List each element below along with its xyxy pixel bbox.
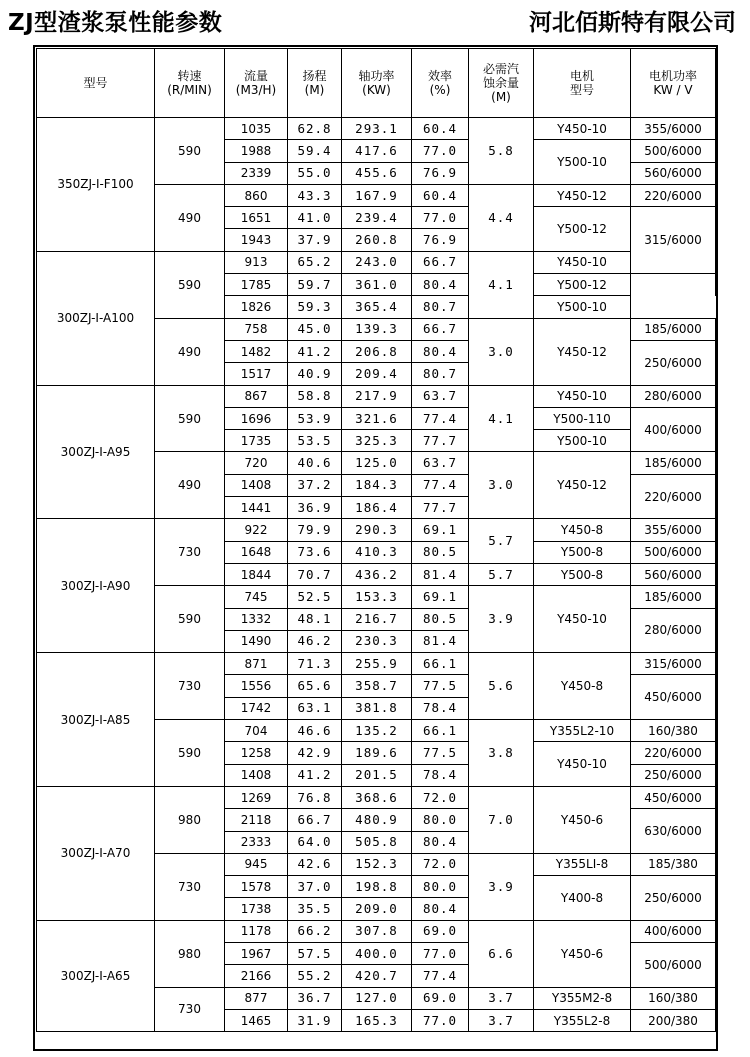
model-cell: 300ZJ-I-A85 (37, 653, 155, 787)
head-cell: 55.2 (288, 965, 342, 987)
speed-cell: 490 (155, 184, 225, 251)
head-cell: 52.5 (288, 586, 342, 608)
flow-cell: 1441 (225, 497, 288, 519)
head-cell: 42.9 (288, 742, 342, 764)
header-line: (R/MIN) (167, 83, 212, 97)
shaft-power-cell: 216.7 (342, 608, 412, 630)
shaft-power-cell: 325.3 (342, 430, 412, 452)
shaft-power-cell: 420.7 (342, 965, 412, 987)
flow-cell: 1826 (225, 296, 288, 318)
npsh-cell: 3.0 (469, 452, 534, 519)
npsh-cell: 5.6 (469, 653, 534, 720)
efficiency-cell: 80.5 (412, 541, 469, 563)
header-motor-model (534, 49, 631, 118)
shaft-power-cell: 165.3 (342, 1009, 412, 1031)
header-line: (M3/H) (235, 83, 277, 97)
flow-cell: 1556 (225, 675, 288, 697)
model-cell: 300ZJ-I-A95 (37, 385, 155, 519)
motor-model-cell: Y355L2-10 (534, 720, 631, 742)
flow-cell: 1785 (225, 274, 288, 296)
flow-cell: 745 (225, 586, 288, 608)
table-row (37, 385, 716, 407)
npsh-cell: 3.7 (469, 1009, 534, 1031)
npsh-cell: 3.9 (469, 586, 534, 653)
speed-cell: 490 (155, 452, 225, 519)
motor-power-cell: 355/6000 (631, 118, 716, 140)
motor-power-cell: 630/6000 (631, 809, 716, 854)
shaft-power-cell: 139.3 (342, 318, 412, 340)
motor-model-cell: Y400-8 (534, 876, 631, 921)
efficiency-cell: 66.7 (412, 251, 469, 273)
shaft-power-cell: 217.9 (342, 385, 412, 407)
npsh-cell: 4.4 (469, 184, 534, 251)
head-cell: 55.0 (288, 162, 342, 184)
efficiency-cell: 80.4 (412, 898, 469, 920)
speed-cell: 980 (155, 920, 225, 987)
motor-model-cell: Y500-8 (534, 541, 631, 563)
head-cell: 71.3 (288, 653, 342, 675)
header-line: 轴功率 (358, 69, 395, 83)
efficiency-cell: 77.0 (412, 942, 469, 964)
flow-cell: 1742 (225, 697, 288, 719)
flow-cell: 2118 (225, 809, 288, 831)
head-cell: 42.6 (288, 853, 342, 875)
efficiency-cell: 63.7 (412, 385, 469, 407)
head-cell: 57.5 (288, 942, 342, 964)
motor-power-cell: 400/6000 (631, 407, 716, 452)
shaft-power-cell: 381.8 (342, 697, 412, 719)
shaft-power-cell: 201.5 (342, 764, 412, 786)
model-cell: 300ZJ-I-A70 (37, 786, 155, 920)
flow-cell: 2333 (225, 831, 288, 853)
model-cell: 350ZJ-I-F100 (37, 118, 155, 252)
header-line: 扬程 (302, 69, 327, 83)
motor-power-cell: 185/380 (631, 853, 716, 875)
npsh-cell: 3.8 (469, 720, 534, 787)
efficiency-cell: 80.4 (412, 274, 469, 296)
shaft-power-cell: 400.0 (342, 942, 412, 964)
flow-cell: 945 (225, 853, 288, 875)
table-row (37, 920, 716, 942)
flow-cell: 2166 (225, 965, 288, 987)
motor-power-cell: 250/6000 (631, 876, 716, 921)
motor-model-cell: Y450-6 (534, 920, 631, 987)
efficiency-cell: 77.0 (412, 207, 469, 229)
header-npsh (469, 49, 534, 118)
efficiency-cell: 66.1 (412, 720, 469, 742)
shaft-power-cell: 290.3 (342, 519, 412, 541)
efficiency-cell: 80.0 (412, 876, 469, 898)
header-line: 电机功率 (648, 69, 697, 83)
table-row (37, 653, 716, 675)
efficiency-cell: 72.0 (412, 786, 469, 808)
shaft-power-cell: 206.8 (342, 340, 412, 362)
header-line: 型号 (83, 76, 108, 90)
motor-power-cell: 185/6000 (631, 452, 716, 474)
motor-power-cell: 500/6000 (631, 140, 716, 162)
flow-cell: 704 (225, 720, 288, 742)
motor-model-cell: Y355L2-8 (534, 1009, 631, 1031)
head-cell: 59.4 (288, 140, 342, 162)
motor-model-cell: Y450-10 (534, 118, 631, 140)
efficiency-cell: 77.4 (412, 474, 469, 496)
motor-power-cell: 500/6000 (631, 942, 716, 987)
speed-cell: 590 (155, 720, 225, 787)
header-line: 转速 (177, 69, 202, 83)
motor-power-cell: 185/6000 (631, 586, 716, 608)
head-cell: 65.2 (288, 251, 342, 273)
head-cell: 62.8 (288, 118, 342, 140)
flow-cell: 1035 (225, 118, 288, 140)
flow-cell: 1258 (225, 742, 288, 764)
speed-cell: 590 (155, 118, 225, 185)
header-head (288, 49, 342, 118)
head-cell: 70.7 (288, 563, 342, 585)
efficiency-cell: 77.7 (412, 497, 469, 519)
speed-cell: 590 (155, 385, 225, 452)
head-cell: 46.2 (288, 630, 342, 652)
head-cell: 59.3 (288, 296, 342, 318)
speed-cell: 730 (155, 987, 225, 1032)
motor-power-cell: 220/6000 (631, 474, 716, 519)
head-cell: 66.2 (288, 920, 342, 942)
shaft-power-cell: 209.0 (342, 898, 412, 920)
flow-cell: 1967 (225, 942, 288, 964)
motor-model-cell: Y355LI-8 (534, 853, 631, 875)
flow-cell: 1178 (225, 920, 288, 942)
flow-cell: 1696 (225, 407, 288, 429)
shaft-power-cell: 152.3 (342, 853, 412, 875)
efficiency-cell: 69.1 (412, 519, 469, 541)
motor-power-cell: 220/6000 (631, 184, 716, 206)
npsh-cell: 5.7 (469, 519, 534, 564)
speed-cell: 490 (155, 318, 225, 385)
model-cell: 300ZJ-I-A100 (37, 251, 155, 385)
shaft-power-cell: 186.4 (342, 497, 412, 519)
motor-power-cell: 450/6000 (631, 675, 716, 720)
head-cell: 48.1 (288, 608, 342, 630)
header-shaft-power (342, 49, 412, 118)
efficiency-cell: 66.1 (412, 653, 469, 675)
motor-power-cell: 280/6000 (631, 608, 716, 653)
flow-cell: 2339 (225, 162, 288, 184)
head-cell: 63.1 (288, 697, 342, 719)
efficiency-cell: 81.4 (412, 563, 469, 585)
motor-power-cell: 250/6000 (631, 764, 716, 786)
head-cell: 35.5 (288, 898, 342, 920)
model-cell: 300ZJ-I-A65 (37, 920, 155, 1031)
flow-cell: 758 (225, 318, 288, 340)
head-cell: 64.0 (288, 831, 342, 853)
shaft-power-cell: 368.6 (342, 786, 412, 808)
npsh-cell: 3.9 (469, 853, 534, 920)
motor-model-cell: Y355M2-8 (534, 987, 631, 1009)
efficiency-cell: 77.5 (412, 742, 469, 764)
efficiency-cell: 66.7 (412, 318, 469, 340)
efficiency-cell: 80.4 (412, 340, 469, 362)
flow-cell: 871 (225, 653, 288, 675)
motor-power-cell: 560/6000 (631, 162, 716, 184)
motor-model-cell: Y450-6 (534, 786, 631, 853)
npsh-cell: 3.7 (469, 987, 534, 1009)
flow-cell: 1578 (225, 876, 288, 898)
shaft-power-cell: 260.8 (342, 229, 412, 251)
table-row (37, 786, 716, 808)
head-cell: 41.2 (288, 340, 342, 362)
head-cell: 36.7 (288, 987, 342, 1009)
npsh-cell: 5.7 (469, 563, 534, 585)
table-row (37, 519, 716, 541)
motor-power-cell: 185/6000 (631, 318, 716, 340)
motor-model-cell: Y450-12 (534, 184, 631, 206)
flow-cell: 922 (225, 519, 288, 541)
head-cell: 65.6 (288, 675, 342, 697)
efficiency-cell: 72.0 (412, 853, 469, 875)
shaft-power-cell: 167.9 (342, 184, 412, 206)
head-cell: 43.3 (288, 184, 342, 206)
head-cell: 37.0 (288, 876, 342, 898)
flow-cell: 1735 (225, 430, 288, 452)
table-row (37, 118, 716, 140)
shaft-power-cell: 410.3 (342, 541, 412, 563)
efficiency-cell: 60.4 (412, 184, 469, 206)
flow-cell: 1943 (225, 229, 288, 251)
flow-cell: 1482 (225, 340, 288, 362)
efficiency-cell: 77.4 (412, 407, 469, 429)
flow-cell: 1988 (225, 140, 288, 162)
efficiency-cell: 76.9 (412, 162, 469, 184)
table-header (37, 49, 716, 118)
npsh-cell: 4.1 (469, 251, 534, 318)
head-cell: 59.7 (288, 274, 342, 296)
speed-cell: 980 (155, 786, 225, 853)
model-cell: 300ZJ-I-A90 (37, 519, 155, 653)
shaft-power-cell: 198.8 (342, 876, 412, 898)
flow-cell: 1738 (225, 898, 288, 920)
shaft-power-cell: 358.7 (342, 675, 412, 697)
flow-cell: 1517 (225, 363, 288, 385)
flow-cell: 860 (225, 184, 288, 206)
flow-cell: 720 (225, 452, 288, 474)
header-line: KW / V (653, 83, 693, 97)
shaft-power-cell: 239.4 (342, 207, 412, 229)
motor-power-cell: 160/380 (631, 720, 716, 742)
header-model (37, 49, 155, 118)
efficiency-cell: 81.4 (412, 630, 469, 652)
shaft-power-cell: 209.4 (342, 363, 412, 385)
motor-model-cell: Y500-8 (534, 563, 631, 585)
motor-model-cell: Y500-10 (534, 430, 631, 452)
motor-power-cell: 355/6000 (631, 519, 716, 541)
efficiency-cell: 63.7 (412, 452, 469, 474)
header-line: 型号 (569, 83, 594, 97)
motor-power-cell: 400/6000 (631, 920, 716, 942)
motor-model-cell: Y450-10 (534, 385, 631, 407)
motor-power-cell: 315/6000 (631, 207, 716, 274)
shaft-power-cell: 189.6 (342, 742, 412, 764)
npsh-cell: 7.0 (469, 786, 534, 853)
shaft-power-cell: 125.0 (342, 452, 412, 474)
efficiency-cell: 80.5 (412, 608, 469, 630)
efficiency-cell: 76.9 (412, 229, 469, 251)
motor-model-cell: Y500-110 (534, 407, 631, 429)
flow-cell: 1332 (225, 608, 288, 630)
head-cell: 46.6 (288, 720, 342, 742)
efficiency-cell: 77.7 (412, 430, 469, 452)
shaft-power-cell: 184.3 (342, 474, 412, 496)
speed-cell: 590 (155, 251, 225, 318)
efficiency-cell: 78.4 (412, 764, 469, 786)
motor-model-cell: Y450-8 (534, 519, 631, 541)
shaft-power-cell: 307.8 (342, 920, 412, 942)
header-line: (M) (491, 90, 511, 104)
speed-cell: 730 (155, 519, 225, 586)
head-cell: 53.5 (288, 430, 342, 452)
shaft-power-cell: 153.3 (342, 586, 412, 608)
speed-cell: 730 (155, 653, 225, 720)
head-cell: 66.7 (288, 809, 342, 831)
motor-model-cell: Y450-10 (534, 251, 631, 273)
header-line: 效率 (427, 69, 452, 83)
motor-model-cell: Y500-12 (534, 207, 631, 252)
efficiency-cell: 69.1 (412, 586, 469, 608)
efficiency-cell: 69.0 (412, 987, 469, 1009)
motor-model-cell: Y450-10 (534, 586, 631, 653)
npsh-cell: 5.8 (469, 118, 534, 185)
npsh-cell: 6.6 (469, 920, 534, 987)
shaft-power-cell: 127.0 (342, 987, 412, 1009)
header-line: 必需汽 (482, 62, 519, 76)
flow-cell: 1408 (225, 474, 288, 496)
head-cell: 73.6 (288, 541, 342, 563)
motor-power-cell: 450/6000 (631, 786, 716, 808)
flow-cell: 1490 (225, 630, 288, 652)
shaft-power-cell: 455.6 (342, 162, 412, 184)
head-cell: 40.9 (288, 363, 342, 385)
motor-model-cell: Y500-12 (534, 274, 631, 296)
header-line: 蚀余量 (482, 76, 519, 90)
head-cell: 31.9 (288, 1009, 342, 1031)
page-title: ZJ型渣浆泵性能参数 (8, 10, 223, 36)
motor-model-cell: Y450-12 (534, 452, 631, 519)
efficiency-cell: 77.4 (412, 965, 469, 987)
npsh-cell: 4.1 (469, 385, 534, 452)
speed-cell: 590 (155, 586, 225, 653)
header-flow (225, 49, 288, 118)
efficiency-cell: 60.4 (412, 118, 469, 140)
head-cell: 36.9 (288, 497, 342, 519)
performance-table (36, 48, 716, 1032)
flow-cell: 877 (225, 987, 288, 1009)
efficiency-cell: 77.5 (412, 675, 469, 697)
header-line: 流量 (243, 69, 268, 83)
header-line: (M) (304, 83, 325, 97)
head-cell: 79.9 (288, 519, 342, 541)
header-speed (155, 49, 225, 118)
header-efficiency (412, 49, 469, 118)
motor-power-cell: 250/6000 (631, 340, 716, 385)
motor-power-cell: 500/6000 (631, 541, 716, 563)
header-motor-power (631, 49, 716, 118)
efficiency-cell: 80.4 (412, 831, 469, 853)
company-name: 河北佰斯特有限公司 (529, 10, 736, 36)
header-line: (%) (429, 83, 451, 97)
motor-power-cell: 200/380 (631, 1009, 716, 1031)
shaft-power-cell: 255.9 (342, 653, 412, 675)
head-cell: 58.8 (288, 385, 342, 407)
motor-power-cell: 280/6000 (631, 385, 716, 407)
motor-model-cell: Y500-10 (534, 296, 631, 318)
flow-cell: 1651 (225, 207, 288, 229)
header-line: (KW) (362, 83, 391, 97)
efficiency-cell: 80.7 (412, 296, 469, 318)
motor-model-cell: Y450-8 (534, 653, 631, 720)
table-row (37, 251, 716, 273)
head-cell: 37.9 (288, 229, 342, 251)
shaft-power-cell: 135.2 (342, 720, 412, 742)
efficiency-cell: 80.7 (412, 363, 469, 385)
motor-model-cell: Y450-12 (534, 318, 631, 385)
efficiency-cell: 69.0 (412, 920, 469, 942)
shaft-power-cell: 230.3 (342, 630, 412, 652)
shaft-power-cell: 417.6 (342, 140, 412, 162)
motor-model-cell: Y450-10 (534, 742, 631, 787)
shaft-power-cell: 321.6 (342, 407, 412, 429)
head-cell: 41.2 (288, 764, 342, 786)
motor-power-cell: 315/6000 (631, 653, 716, 675)
flow-cell: 1465 (225, 1009, 288, 1031)
head-cell: 40.6 (288, 452, 342, 474)
flow-cell: 1269 (225, 786, 288, 808)
motor-model-cell: Y500-10 (534, 140, 631, 185)
flow-cell: 1844 (225, 563, 288, 585)
shaft-power-cell: 293.1 (342, 118, 412, 140)
flow-cell: 1648 (225, 541, 288, 563)
flow-cell: 1408 (225, 764, 288, 786)
head-cell: 41.0 (288, 207, 342, 229)
speed-cell: 730 (155, 853, 225, 920)
table-body (37, 118, 716, 1032)
head-cell: 37.2 (288, 474, 342, 496)
head-cell: 53.9 (288, 407, 342, 429)
motor-power-cell: 560/6000 (631, 563, 716, 585)
shaft-power-cell: 243.0 (342, 251, 412, 273)
shaft-power-cell: 505.8 (342, 831, 412, 853)
flow-cell: 913 (225, 251, 288, 273)
head-cell: 76.8 (288, 786, 342, 808)
shaft-power-cell: 361.0 (342, 274, 412, 296)
shaft-power-cell: 480.9 (342, 809, 412, 831)
motor-power-cell: 220/6000 (631, 742, 716, 764)
efficiency-cell: 77.0 (412, 140, 469, 162)
header-line: 电机 (569, 69, 594, 83)
shaft-power-cell: 365.4 (342, 296, 412, 318)
shaft-power-cell: 436.2 (342, 563, 412, 585)
head-cell: 45.0 (288, 318, 342, 340)
npsh-cell: 3.0 (469, 318, 534, 385)
efficiency-cell: 78.4 (412, 697, 469, 719)
efficiency-cell: 80.0 (412, 809, 469, 831)
flow-cell: 867 (225, 385, 288, 407)
motor-power-cell: 160/380 (631, 987, 716, 1009)
efficiency-cell: 77.0 (412, 1009, 469, 1031)
